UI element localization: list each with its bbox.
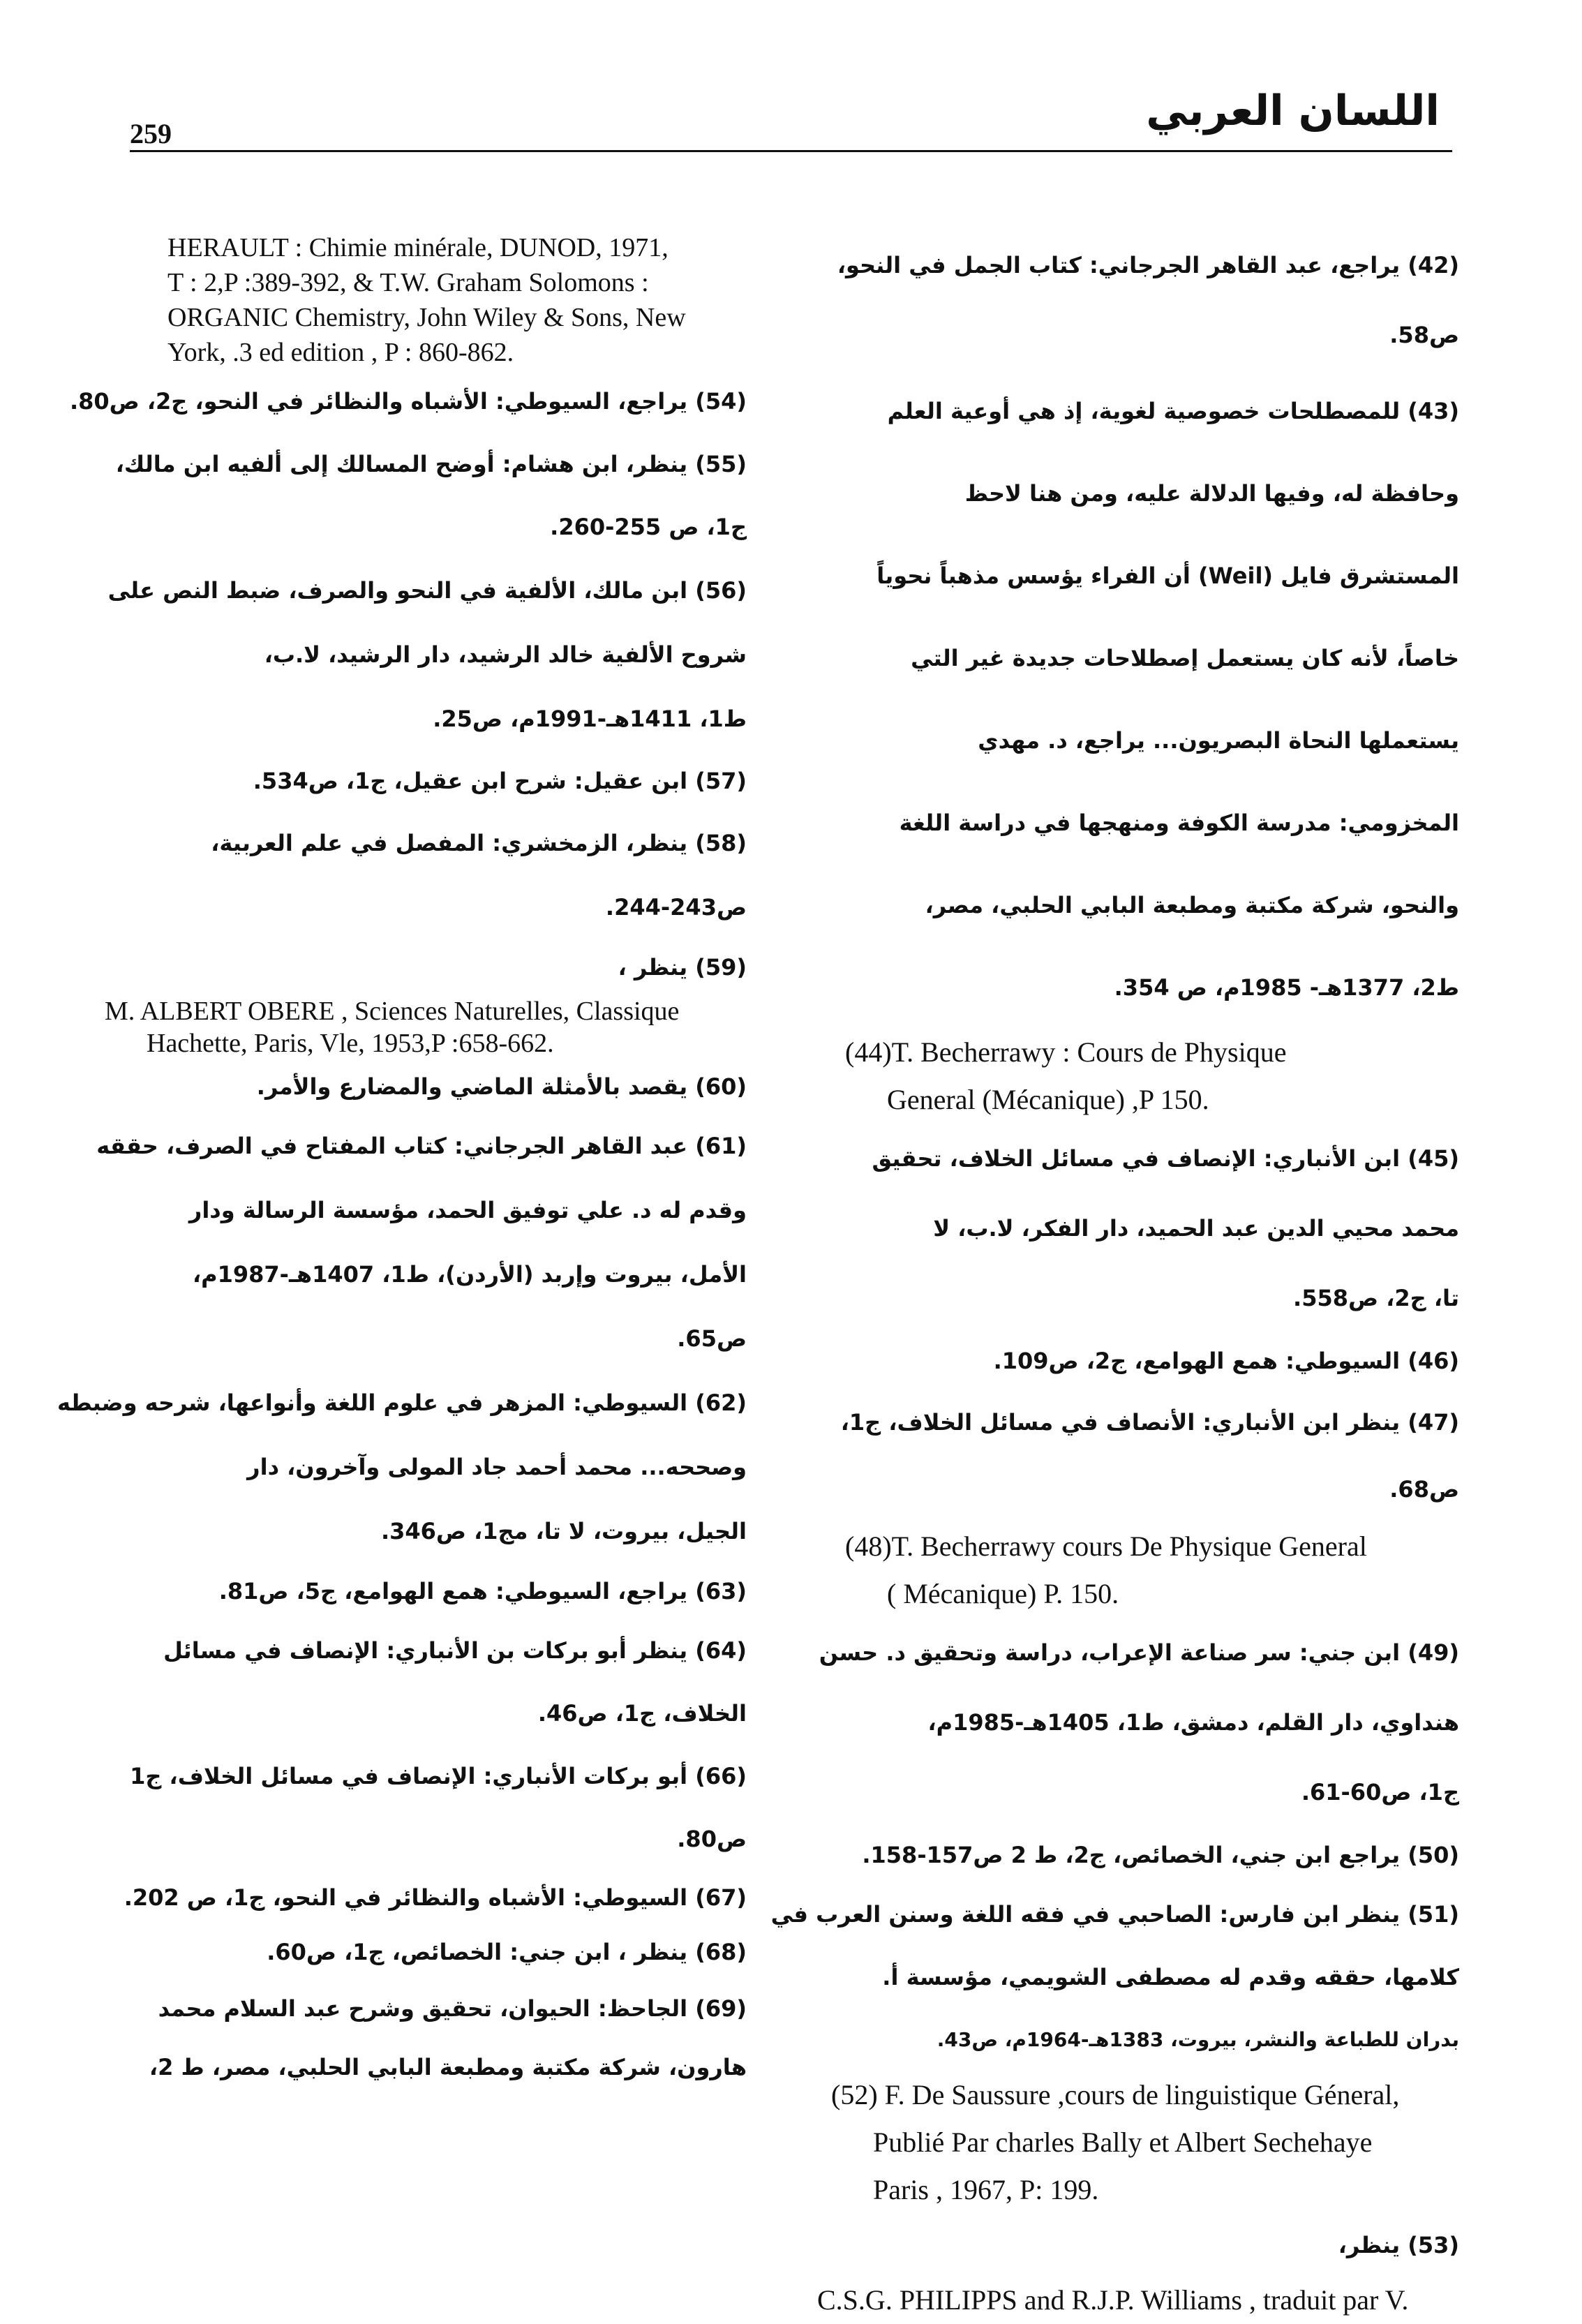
header-rule [130,150,1452,152]
page-number: 259 [130,118,172,149]
footnote-53-ref [817,2277,1459,2324]
footnote-line: ص58. [1389,322,1459,348]
footnote-line: (47) ينظر ابن الأنباري: الأنصاف في مسائل الخلاف، ج1، [840,1409,1459,1436]
footnote-68 [105,1925,747,1979]
footnote-48 [817,1523,1459,1618]
footnote-line: هنداوي، دار القلم، دمشق، ط1، 1405هـ-1985م، [927,1709,1459,1736]
footnote-64 [105,1619,747,1745]
footnote-line: (66) أبو بركات الأنباري: الإنصاف في مسائل الخلاف، ج1 [130,1763,747,1789]
footnote-line: (43) للمصطلحات خصوصية لغوية، إذ هي أوعية العلم [887,398,1459,424]
footnote-69 [105,1979,747,2096]
footnote-55 [105,433,747,558]
footnote-line: (55) ينظر، ابن هشام: أوضح المسالك إلى ألفيه ابن مالك، [115,451,747,477]
footnote-line: ط1، 1411هـ-1991م، ص25. [433,706,747,732]
footnote-line: Paris , 1967, P: 199. [873,2174,1099,2205]
footnote-line: (44)T. Becherrawy : Cours de Physique [845,1036,1287,1068]
footnote-line: محمد محيي الدين عبد الحميد، دار الفكر، لا.ب، لا [933,1215,1459,1242]
footnote-line: كلامها، حققه وقدم له مصطفى الشويمي، مؤسسة أ. [882,1964,1459,1990]
footnote-line: (42) يراجع، عبد القاهر الجرجاني: كتاب الجمل في النحو، [837,252,1459,278]
footnote-line: (60) يقصد بالأمثلة الماضي والمضارع والأمر. [256,1073,747,1100]
footnote-line: ص65. [677,1325,747,1352]
footnote-line: C.S.G. PHILIPPS and R.J.P. Williams , traduit par V. [817,2284,1409,2316]
footnote-line: ( Mécanique) P. 150. [887,1578,1119,1609]
footnote-53-continuation [105,230,747,370]
footnote-44 [817,1029,1459,1124]
footnote-line: (62) السيوطي: المزهر في علوم اللغة وأنواعها، شرحه وضبطه [57,1390,747,1416]
footnote-60 [105,1059,747,1114]
footnote-line: (68) ينظر ، ابن جني: الخصائص، ج1، ص60. [267,1939,747,1965]
footnote-line: (67) السيوطي: الأشباه والنظائر في النحو، ج1، ص 202. [124,1884,747,1911]
footnote-67 [105,1870,747,1925]
footnote-line: المخزومي: مدرسة الكوفة ومنهجها في دراسة اللغة [899,810,1459,836]
footnote-line: (58) ينظر، الزمخشري: المفصل في علم العربية، [211,830,747,856]
left-column [57,230,747,2188]
footnote-line: (59) ينظر ، [618,954,747,981]
footnote-line: (53) ينظر، [1338,2232,1459,2258]
footnote-line: ORGANIC Chemistry, John Wiley & Sons, New [167,303,686,332]
footnote-line: تا، ج2، ص558. [1293,1285,1459,1311]
footnote-line: وقدم له د. علي توفيق الحمد، مؤسسة الرسالة ودار [188,1197,747,1223]
footnote-line: ج1، ص60-61. [1301,1779,1459,1805]
footnote-line: (52) F. De Saussure ,cours de linguistique Géneral, [831,2079,1400,2110]
footnote-line: General (Mécanique) ,P 150. [887,1084,1209,1115]
footnote-line: (64) ينظر أبو بركات بن الأنباري: الإنصاف في مسائل [163,1637,747,1664]
footnote-63 [105,1563,747,1619]
footnote-line: والنحو، شركة مكتبة ومطبعة البابي الحلبي، مصر، [925,892,1459,918]
footnote-line: الخلاف، ج1، ص46. [537,1700,747,1727]
footnote-49 [817,1618,1459,1827]
footnote-52 [817,2071,1459,2214]
footnote-54 [69,370,747,433]
footnote-line: (54) يراجع، السيوطي: الأشباه والنظائر في النحو، ج2، ص80. [69,388,747,415]
footnote-line: Publié Par charles Bally et Albert Sechehaye [873,2126,1373,2158]
footnote-53 [817,2214,1459,2277]
right-column [770,230,1459,2316]
footnote-66 [105,1745,747,1870]
footnote-line: (61) عبد القاهر الجرجاني: كتاب المفتاح في الصرف، حققه [96,1133,747,1159]
footnote-line: بدران للطباعة والنشر، بيروت، 1383هـ-1964م، ص43. [936,2028,1459,2051]
footnote-line: (46) السيوطي: همع الهوامع، ج2، ص109. [993,1348,1459,1374]
footnote-line: (57) ابن عقيل: شرح ابن عقيل، ج1، ص534. [253,768,747,794]
footnote-line: ط2، 1377هـ- 1985م، ص 354. [1114,974,1459,1001]
footnote-line: Hachette, Paris, Vle, 1953,P :658-662. [147,1029,554,1058]
footnote-line: المستشرق فايل (Weil) أن الفراء يؤسس مذهباً نحوياً [876,563,1459,589]
footnote-line: ج1، ص 255-260. [550,514,747,540]
footnote-46 [817,1333,1459,1389]
footnote-line: (69) الجاحظ: الحيوان، تحقيق وشرح عبد السلام محمد [158,1995,747,2022]
footnote-line: (56) ابن مالك، الألفية في النحو والصرف، ضبط النص على [107,577,747,604]
footnote-58 [105,811,747,939]
footnote-59-ref [105,995,747,1059]
footnote-line: ص80. [677,1826,747,1852]
footnote-line: (50) يراجع ابن جني، الخصائص، ج2، ط 2 ص157-158. [862,1842,1459,1868]
footnote-line: هارون، شركة مكتبة ومطبعة البابي الحلبي، مصر، ط 2، [149,2054,747,2080]
footnote-line: يستعملها النحاة البصريون... يراجع، د. مهدي [978,727,1459,754]
footnote-line: وحافظة له، وفيها الدلالة عليه، ومن هنا لاحظ [964,480,1459,507]
footnote-line: York, .3 ed edition , P : 860-862. [167,338,514,367]
footnote-42 [817,230,1459,370]
footnote-line: (45) ابن الأنباري: الإنصاف في مسائل الخلاف، تحقيق [872,1145,1459,1172]
footnote-61 [96,1114,747,1371]
footnote-line: ص243-244. [605,894,747,921]
footnote-51 [770,1883,1459,2071]
footnote-47 [817,1389,1459,1523]
footnote-line: وصححه... محمد أحمد جاد المولى وآخرون، دار [247,1454,747,1480]
footnote-line: الأمل، بيروت وإربد (الأردن)، ط1، 1407هـ-1987م، [193,1261,747,1288]
footnote-59 [105,939,747,995]
footnote-line: M. ALBERT OBERE , Sciences Naturelles, Classique [105,997,680,1026]
journal-title: اللسان العربي [1146,87,1440,135]
footnote-50 [817,1827,1459,1883]
footnote-56 [105,558,747,751]
footnote-62 [57,1371,747,1563]
footnote-line: (51) ينظر ابن فارس: الصاحبي في فقه اللغة وسنن العرب في [770,1901,1459,1928]
footnote-line: HERAULT : Chimie minérale, DUNOD, 1971, [167,233,669,262]
footnote-57 [105,751,747,811]
footnote-line: (49) ابن جني: سر صناعة الإعراب، دراسة وتحقيق د. حسن [819,1639,1459,1666]
footnote-line: (48)T. Becherrawy cours De Physique General [845,1530,1367,1562]
footnote-line: شروح الألفية خالد الرشيد، دار الرشيد، لا.ب، [264,641,747,668]
footnote-45 [817,1124,1459,1333]
footnote-line: T : 2,P :389-392, & T.W. Graham Solomons : [167,268,649,297]
footnote-line: الجيل، بيروت، لا تا، مج1، ص346. [380,1518,747,1544]
footnote-line: خاصاً، لأنه كان يستعمل إصطلاحات جديدة غير التي [911,645,1459,671]
footnote-line: (63) يراجع، السيوطي: همع الهوامع، ج5، ص81. [218,1578,747,1604]
footnote-43 [817,370,1459,1029]
footnote-line: ص68. [1389,1476,1459,1503]
